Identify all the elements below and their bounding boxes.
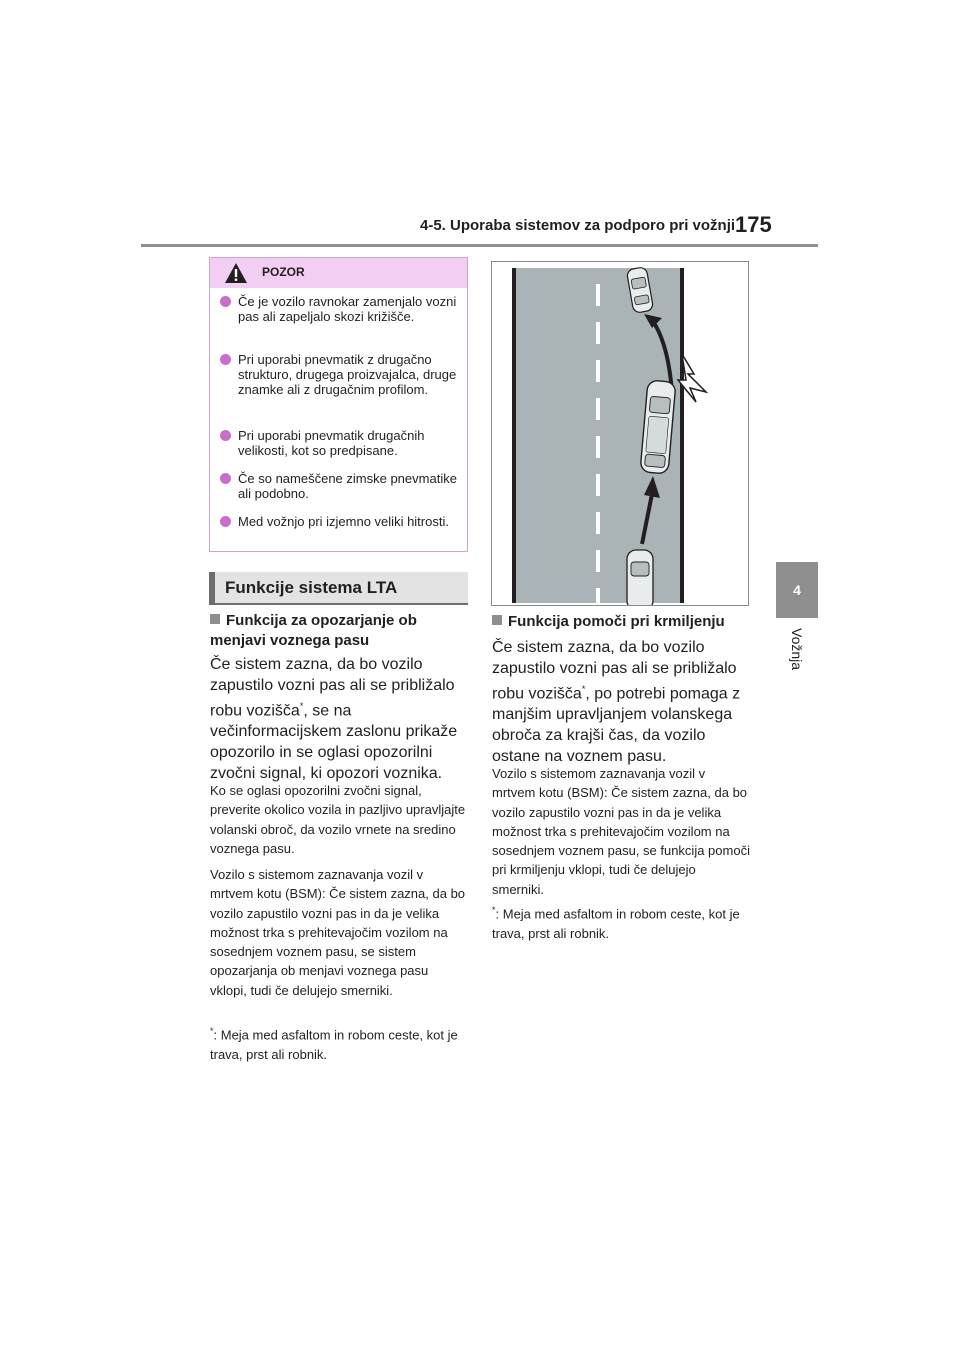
caution-item [220,352,460,397]
square-marker-icon [210,614,220,624]
lane-assist-diagram [491,261,749,606]
section-title: 4-5. Uporaba sistemov za podporo pri vožnji [420,217,736,234]
section-divider [209,603,468,605]
warning-triangle-icon [224,262,248,284]
right-lead-text-2: , po potrebi pomaga z manjšim upravljanjem volanskega obroča za krajši čas, da vozilo ostane na voznem pasu. [492,685,741,766]
bullet-dot-icon [220,473,231,484]
left-lead-paragraph [210,654,468,784]
left-lead-text-2: , se na večinformacijskem zaslonu prikaže opozorilo in se oglasi opozorilni zvočni signal, ki opozori voznika. [210,702,458,783]
chapter-tab [776,562,818,618]
section-heading-text: Funkcije sistema LTA [225,578,398,597]
bullet-dot-icon [220,354,231,365]
right-footnote-text: : Meja med asfaltom in robom ceste, kot je trava, prst ali robnik. [492,906,740,941]
left-lead-text-1: Če sistem zazna, da bo vozilo zapustilo vozni pas ali se približalo robu vozišča [210,656,455,720]
lane-diagram-svg [492,262,748,605]
page-number: 175 [735,212,772,237]
square-marker-icon [492,615,502,625]
left-subheading-text: Funkcija za opozarjanje ob menjavi voznega pasu [210,612,417,649]
footnote-marker: * [299,701,304,711]
caution-box [209,257,468,552]
lane-dashes [596,284,600,603]
left-footnote-text: : Meja med asfaltom in robom ceste, kot je trava, prst ali robnik. [210,1027,458,1062]
chapter-name: Vožnja [789,628,805,671]
right-subheading-text: Funkcija pomoči pri krmiljenju [508,613,725,630]
caution-item-text: Med vožnjo pri izjemno veliki hitrosti. [238,514,449,529]
left-subheading [210,611,468,651]
road-edge-line-left [512,268,516,603]
right-lead-text-1: Če sistem zazna, da bo vozilo zapustilo vozni pas ali se približalo robu vozišča [492,639,737,703]
caution-header [210,258,467,288]
car-bottom-icon [627,550,653,605]
left-paragraph-2: Vozilo s sistemom zaznavanja vozil v mrtvem kotu (BSM): Če sistem zazna, da bo vozilo zapustilo vozni pas in da je velika možnost trka s prehitevajočim vozilom na sosednjem voznem pasu, se sistem opozarjanja ob menjavi voznega pasu vklopi, tudi če delujejo smerniki. [210,867,466,998]
header-divider [141,244,818,247]
chapter-number: 4 [793,582,801,598]
caution-item [220,514,460,529]
caution-item-text: Če so nameščene zimske pnevmatike ali podobno. [238,471,457,501]
right-paragraph-1: Vozilo s sistemom zaznavanja vozil v mrtvem kotu (BSM): Če sistem zazna, da bo vozilo zapustilo vozni pas in da je velika možnost trka s prehitevajočim vozilom na sosednjem voznem pasu, se funkcija pomoči pri krmiljenju vklopi, tudi če delujejo smerniki. [492,766,750,897]
footnote-marker: * [210,1026,214,1036]
caution-item [220,471,460,501]
caution-title: POZOR [262,265,305,279]
footnote-marker: * [581,684,586,694]
caution-item-text: Če je vozilo ravnokar zamenjalo vozni pas ali zapeljalo skozi križišče. [238,294,457,324]
caution-item [220,294,460,324]
right-subheading [492,612,750,632]
left-footnote [210,1022,468,1064]
caution-item-text: Pri uporabi pnevmatik drugačnih velikosti, kot so predpisane. [238,428,425,458]
bullet-dot-icon [220,296,231,307]
chapter-label [783,628,809,688]
footnote-marker: * [492,905,496,915]
caution-item [220,428,460,458]
right-footnote [492,901,750,943]
bullet-dot-icon [220,516,231,527]
section-heading [209,572,468,604]
road-edge-line-right [680,268,684,603]
caution-item-text: Pri uporabi pnevmatik z drugačno strukturo, drugega proizvajalca, druge znamke ali z drugačnim profilom. [238,352,457,397]
bullet-dot-icon [220,430,231,441]
left-paragraph-1: Ko se oglasi opozorilni zvočni signal, preverite okolico vozila in pazljivo upravljajte volanski obroč, da vozilo vrnete na sredino voznega pasu. [210,783,466,856]
right-lead-paragraph [492,637,750,767]
